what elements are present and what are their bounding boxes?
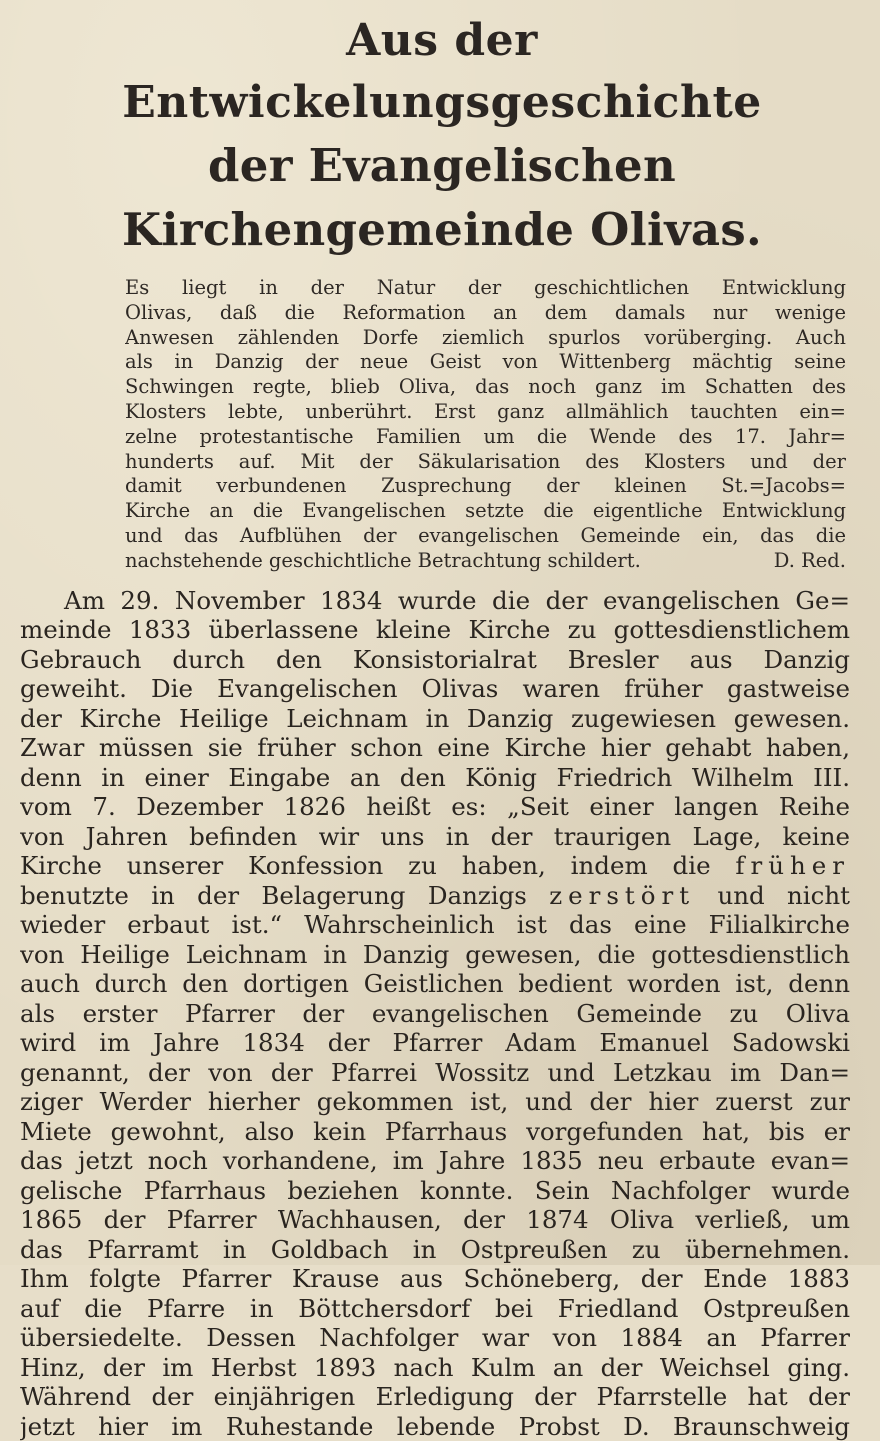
article-line: von Jahren befinden wir uns in der traurigen Lage, keine bbox=[20, 821, 850, 851]
article-line: geweiht. Die Evangelischen Olivas waren früher gastweise bbox=[20, 674, 850, 704]
intro-line: zelne protestantische Familien um die Wende des 17. Jahr= bbox=[125, 424, 846, 448]
article-line: von Heilige Leichnam in Danzig gewesen, die gottesdienstlich bbox=[20, 939, 850, 969]
article-line: wieder erbaut ist.“ Wahrscheinlich ist das eine Filialkirche bbox=[20, 910, 850, 940]
intro-line: Kirche an die Evangelischen setzte die eigentliche Entwicklung bbox=[125, 499, 846, 523]
editor-signature: D. Red. bbox=[773, 548, 846, 572]
article-line: auch durch den dortigen Geistlichen bedient worden ist, denn bbox=[20, 969, 850, 999]
article-text: benutzte in der Belagerung Danzigs bbox=[20, 880, 527, 910]
article-line-with-emphasis bbox=[20, 881, 850, 911]
emphasized-word: zerstört bbox=[549, 880, 696, 910]
article-line: Am 29. November 1834 wurde die der evangelischen Ge= bbox=[64, 585, 850, 615]
article-line: auf die Pfarre in Böttchersdorf bei Friedland Ostpreußen bbox=[20, 1293, 850, 1323]
article-line-with-emphasis bbox=[20, 851, 850, 881]
article-line: das Pfarramt in Goldbach in Ostpreußen zu übernehmen. bbox=[20, 1234, 850, 1264]
article-line: denn in einer Eingabe an den König Friedrich Wilhelm III. bbox=[20, 762, 850, 792]
article-text: und nicht bbox=[717, 880, 850, 910]
article-line: Gebrauch durch den Konsistorialrat Bresler aus Danzig bbox=[20, 644, 850, 674]
article-line: Zwar müssen sie früher schon eine Kirche hier gehabt haben, bbox=[20, 733, 850, 763]
article-line: Hinz, der im Herbst 1893 nach Kulm an der Weichsel ging. bbox=[20, 1352, 850, 1382]
article-line: gelische Pfarrhaus beziehen konnte. Sein Nachfolger wurde bbox=[20, 1175, 850, 1205]
intro-line: damit verbundenen Zusprechung der kleinen St.=Jacobs= bbox=[125, 474, 846, 498]
headline-line-1: Aus der Entwickelungsgeschichte bbox=[122, 15, 762, 128]
article-text: Kirche unserer Konfession zu haben, indem die bbox=[20, 851, 711, 881]
article-line: übersiedelte. Dessen Nachfolger war von 1884 an Pfarrer bbox=[20, 1323, 850, 1353]
article-line: 1865 der Pfarrer Wachhausen, der 1874 Oliva verließ, um bbox=[20, 1205, 850, 1235]
article-line: wird im Jahre 1834 der Pfarrer Adam Emanuel Sadowski bbox=[20, 1028, 850, 1058]
article-headline bbox=[20, 10, 864, 262]
intro-line: Olivas, daß die Reformation an dem damals nur wenige bbox=[125, 300, 846, 324]
intro-line: hunderts auf. Mit der Säkularisation des Klosters und der bbox=[125, 449, 846, 473]
article-line: Miete gewohnt, also kein Pfarrhaus vorgefunden hat, bis er bbox=[20, 1116, 850, 1146]
article-line: Während der einjährigen Erledigung der Pfarrstelle hat der bbox=[20, 1382, 850, 1412]
article-line: der Kirche Heilige Leichnam in Danzig zugewiesen gewesen. bbox=[20, 703, 850, 733]
intro-line: und das Aufblühen der evangelischen Gemeinde ein, das die bbox=[125, 523, 846, 547]
article-line: Ihm folgte Pfarrer Krause aus Schöneberg, der Ende 1883 bbox=[20, 1264, 850, 1294]
article-line: jetzt hier im Ruhestande lebende Probst D. Braunschweig bbox=[20, 1411, 850, 1441]
intro-line: als in Danzig der neue Geist von Wittenberg mächtig seine bbox=[125, 350, 846, 374]
intro-last-line bbox=[125, 549, 846, 574]
intro-line: Schwingen regte, blieb Oliva, das noch ganz im Schatten des bbox=[125, 375, 846, 399]
intro-line: Klosters lebte, unberührt. Erst ganz allmählich tauchten ein= bbox=[125, 399, 846, 423]
headline-line-2: der Evangelischen Kirchengemeinde Olivas. bbox=[122, 139, 762, 256]
article-line: genannt, der von der Pfarrei Wossitz und Letzkau im Dan= bbox=[20, 1057, 850, 1087]
article-line: als erster Pfarrer der evangelischen Gemeinde zu Oliva bbox=[20, 998, 850, 1028]
emphasized-word: früher bbox=[735, 851, 850, 881]
editorial-intro bbox=[125, 276, 846, 574]
intro-line: Anwesen zählenden Dorfe ziemlich spurlos vorüberging. Auch bbox=[125, 325, 846, 349]
article-line: vom 7. Dezember 1826 heißt es: „Seit einer langen Reihe bbox=[20, 792, 850, 822]
article-line: das jetzt noch vorhandene, im Jahre 1835 neu erbaute evan= bbox=[20, 1146, 850, 1176]
intro-line: Es liegt in der Natur der geschichtlichen Entwicklung bbox=[125, 276, 846, 299]
intro-line: nachstehende geschichtliche Betrachtung schildert. bbox=[125, 548, 641, 572]
article-line: ziger Werder hierher gekommen ist, und der hier zuerst zur bbox=[20, 1087, 850, 1117]
article-body bbox=[20, 586, 850, 1441]
article-line: meinde 1833 überlassene kleine Kirche zu gottesdienstlichem bbox=[20, 615, 850, 645]
